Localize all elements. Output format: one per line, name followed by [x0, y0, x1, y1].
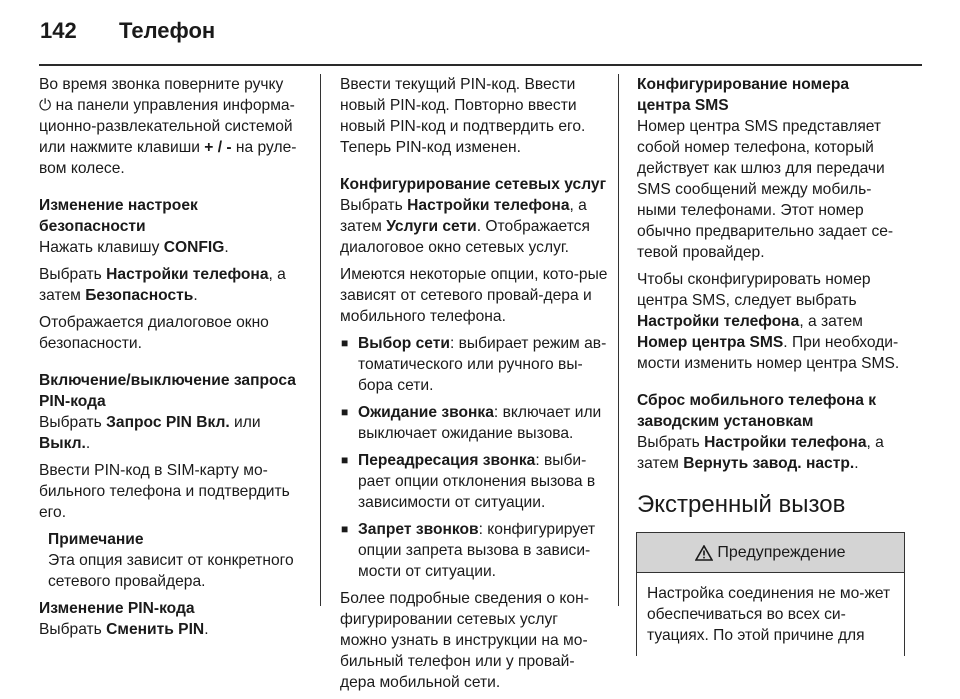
warning-text: Настройка соединения не мо-жет обеспечиваться во всех си-туациях. По этой причине для	[647, 585, 891, 644]
column-divider	[618, 74, 619, 606]
paragraph-options: Имеются некоторые опции, кото-рые зависят от сетевого провай-дера и мобильного телефона.	[340, 266, 608, 325]
text: на панели управления информа-ционно-развлекательной системой или нажмите клавиши	[39, 97, 295, 156]
network-options-list	[340, 333, 608, 582]
column-divider	[320, 74, 321, 606]
note-title: Примечание	[48, 531, 144, 548]
heading-pin-request: Включение/выключение запроса PIN-кода	[39, 372, 296, 410]
paragraph-volume	[39, 74, 307, 179]
paragraph-sms-config: Чтобы сконфигурировать номер центра SMS, следует выбрать Настройки телефона, а затем Номер центра SMS. При необходи-мости изменить номер центра SMS.	[637, 271, 900, 372]
list-item: ■ Переадресация звонка: выби-рает опции отклонения вызова в зависимости от ситуации.	[340, 450, 608, 513]
heading-security: Изменение настроек безопасности	[39, 197, 198, 235]
note-block	[39, 529, 307, 592]
list-item: ■ Выбор сети: выбирает режим ав-томатического или ручного вы-бора сети.	[340, 333, 608, 396]
column-1	[39, 74, 307, 646]
paragraph-more-info: Более подробные сведения о кон-фигурировании сетевых услуг можно узнать в инструкции на мо-бильный телефон или у провай-дера мобильной сети.	[340, 590, 589, 691]
heading-network-services: Конфигурирование сетевых услуг	[340, 176, 607, 193]
warning-triangle-icon	[695, 545, 713, 561]
heading-emergency-call: Экстренный вызов	[637, 491, 846, 518]
text: Во время звонка поверните ручку	[39, 76, 284, 93]
list-item: ■ Ожидание звонка: включает или выключает ожидание вызова.	[340, 402, 608, 444]
warning-title: Предупреждение	[717, 544, 846, 561]
paragraph-security-dialog: Отображается диалоговое окно безопасности.	[39, 314, 269, 352]
warning-header	[637, 533, 904, 573]
paragraph-network-select: Выбрать Настройки телефона, а затем Услуги сети. Отображается диалоговое окно сетевых услуг.	[340, 197, 590, 256]
paragraph-sms-desc: Номер центра SMS представляет собой номер телефона, который действует как шлюз для передачи SMS сообщений между мобиль-ными телефонами. Этот номер обычно предварительно задает се-тевой провайдер.	[637, 118, 894, 261]
paragraph-pin-enter: Ввести PIN-код в SIM-карту мо-бильного телефона и подтвердить его.	[39, 462, 290, 521]
paragraph-config: Нажать клавишу CONFIG.	[39, 239, 229, 256]
keys-label: + / -	[204, 139, 232, 156]
paragraph-pin-new: Ввести текущий PIN-код. Ввести новый PIN-код. Повторно ввести новый PIN-код и подтвердить его. Теперь PIN-код изменен.	[340, 76, 586, 156]
note-text: Эта опция зависит от конкретного сетевого провайдера.	[48, 552, 294, 590]
power-knob-icon: ⏻	[39, 97, 52, 114]
paragraph-select-security: Выбрать Настройки телефона, а затем Безопасность.	[39, 266, 286, 304]
heading-sms-center: Конфигурирование номера центра SMS	[637, 76, 850, 114]
page-number: 142	[40, 18, 77, 43]
list-item: ■ Запрет звонков: конфигурирует опции запрета вызова в зависи-мости от ситуации.	[340, 519, 608, 582]
heading-factory-reset: Сброс мобильного телефона к заводским установкам	[637, 392, 877, 430]
column-3	[637, 74, 905, 656]
text: на руле-вом колесе.	[39, 139, 297, 177]
paragraph-factory-reset: Выбрать Настройки телефона, а затем Вернуть завод. настр..	[637, 434, 884, 472]
paragraph-pin-change: Выбрать Сменить PIN.	[39, 621, 209, 638]
column-2	[340, 74, 608, 699]
header-rule	[39, 64, 922, 66]
page-section-title: Телефон	[119, 18, 216, 43]
heading-pin-change: Изменение PIN-кода	[39, 600, 195, 617]
paragraph-pin-request: Выбрать Запрос PIN Вкл. или Выкл..	[39, 414, 261, 452]
warning-box	[636, 532, 905, 656]
